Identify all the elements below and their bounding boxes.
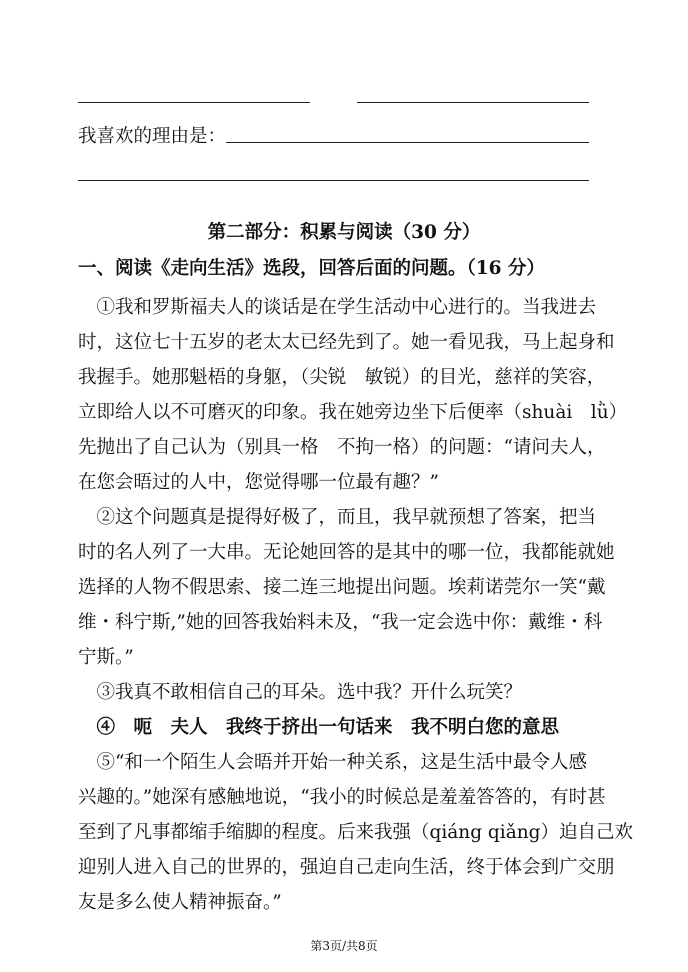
- page-footer: 第3页/共8页: [310, 939, 378, 953]
- passage-line: 兴趣的。”她深有感触地说，“我小的时候总是羞羞答答的，有时甚: [78, 787, 606, 808]
- passage-line: ②这个问题真是提得好极了，而且，我早就预想了答案，把当: [78, 507, 597, 528]
- passage-line: 维・科宁斯,”她的回答我始料未及，“我一定会选中你：戴维・科: [78, 612, 603, 633]
- passage-line: 先抛出了自己认为（别具一格 不拘一格）的问题：“请问夫人，: [78, 437, 606, 458]
- passage-line: ④ 呃 夫人 我终于挤出一句话来 我不明白您的意思: [78, 717, 560, 738]
- passage-line: 立即给人以不可磨灭的印象。我在她旁边坐下后便率（shuài lǜ）: [78, 402, 628, 423]
- passage-line: 至到了凡事都缩手缩脚的程度。后来我强（qiáng qiǎng）迫自己欢: [78, 822, 633, 843]
- reason-label: 我喜欢的理由是：: [78, 126, 227, 147]
- passage-line: ③我真不敢相信自己的耳朵。选中我？开什么玩笑？: [78, 682, 523, 703]
- question-heading: 一、阅读《走向生活》选段，回答后面的问题。（16 分）: [78, 258, 545, 279]
- passage-line: 时的名人列了一大串。无论她回答的是其中的哪一位，我都能就她: [78, 542, 615, 563]
- passage-line: 我握手。她那魁梧的身躯，（尖锐 敏锐）的目光，慈祥的笑容，: [78, 367, 606, 388]
- passage-line: 友是多么使人精神振奋。”: [78, 892, 282, 913]
- passage-line: 宁斯。”: [78, 647, 134, 668]
- passage-line: 迎别人进入自己的世界的，强迫自己走向生活，终于体会到广交朋: [78, 857, 615, 878]
- passage-line: 时，这位七十五岁的老太太已经先到了。她一看见我，马上起身和: [78, 332, 615, 353]
- section-title: 第二部分：积累与阅读（30 分）: [207, 222, 481, 243]
- reason-blank-line[interactable]: [226, 142, 589, 143]
- answer-blank-line-1[interactable]: [78, 102, 310, 103]
- passage-line: 在您会晤过的人中，您觉得哪一位最有趣？”: [78, 472, 439, 493]
- passage-line: 选择的人物不假思索、接二连三地提出问题。埃莉诺莞尔一笑“戴: [78, 577, 606, 598]
- passage-line: ⑤“和一个陌生人会晤并开始一种关系，这是生活中最令人感: [78, 752, 587, 773]
- answer-blank-line-2[interactable]: [357, 102, 589, 103]
- answer-blank-line-3[interactable]: [78, 180, 589, 181]
- passage-line: ①我和罗斯福夫人的谈话是在学生活动中心进行的。当我进去: [78, 297, 597, 318]
